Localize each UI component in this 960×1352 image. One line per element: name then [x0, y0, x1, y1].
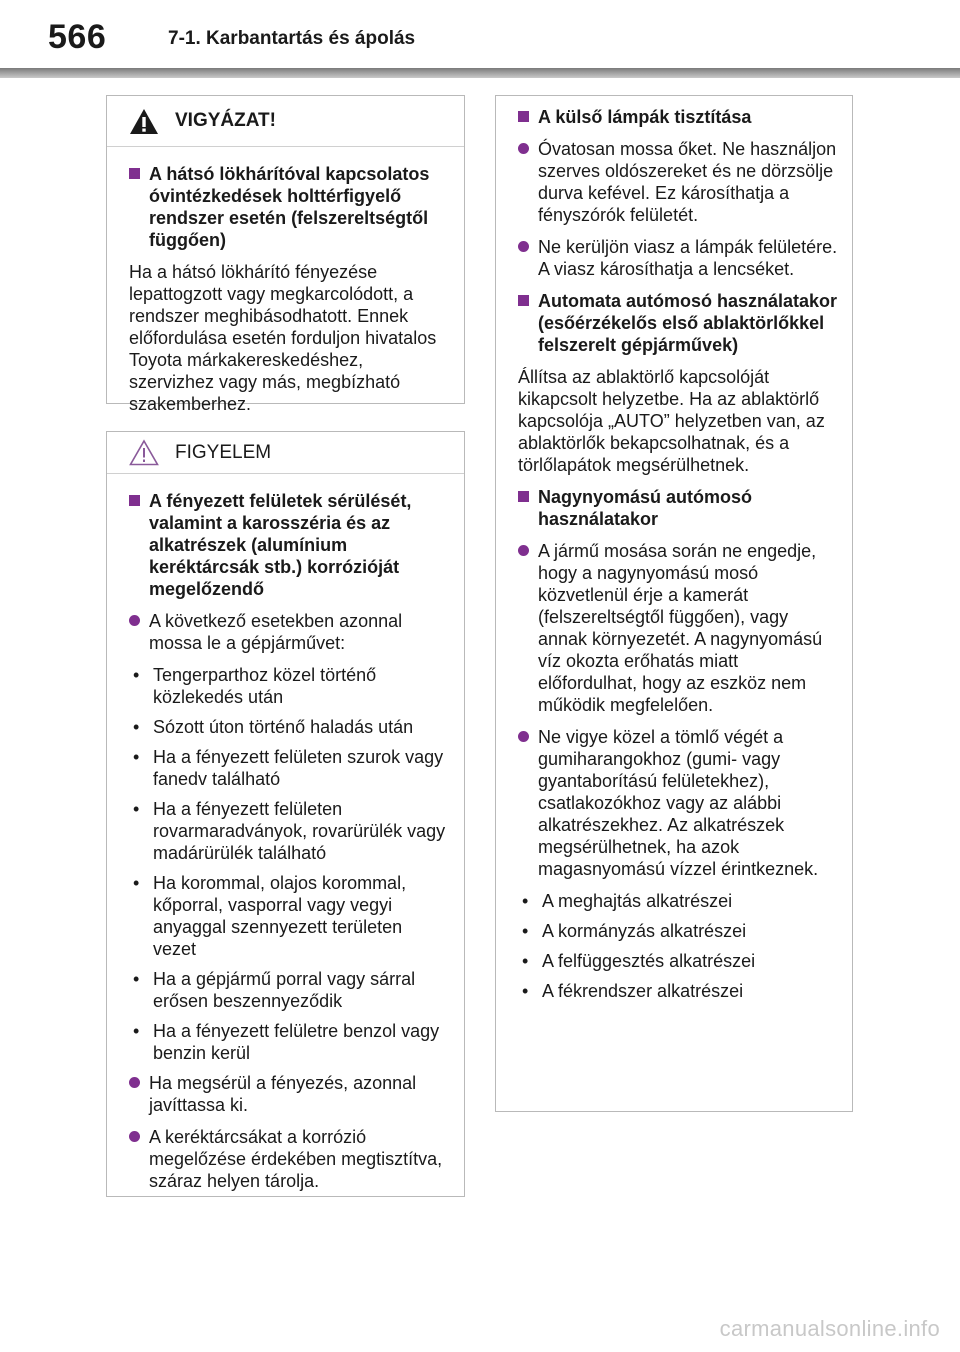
circle-item: [518, 236, 838, 280]
circle-bullet-icon: [129, 615, 140, 626]
item-text: A meghajtás alkatrészei: [542, 891, 733, 911]
bullet-item: [129, 716, 450, 738]
circle-item: [518, 726, 838, 880]
dot-bullet-icon: •: [522, 921, 529, 941]
section-heading: [129, 490, 450, 600]
square-bullet-icon: [129, 168, 140, 179]
item-text: A felfüggesztés alkatrészei: [542, 951, 756, 971]
item-text: Ne vigye közel a tömlő végét a gumiharangokhoz (gumi- vagy gyantaborítású felületekhez), csatlakozókhoz vagy az alábbi alkatrészekhez. Az alkatrészek megsérülhetnek, ha azok magasnyomású vízzel érintkeznek.: [538, 727, 819, 879]
item-text: Tengerparthoz közel történő közlekedés után: [153, 665, 377, 707]
circle-bullet-icon: [518, 731, 529, 742]
circle-item: [518, 540, 838, 716]
item-text: Állítsa az ablaktörlő kapcsolóját kikapcsolt helyzetbe. Ha az ablaktörlő kapcsolója „AUTO” helyzetben van, az ablaktörlők bekapcsolhatnak, és a törlőlapátok megsérülhetnek.: [518, 367, 825, 475]
body-text: [129, 261, 450, 415]
bullet-item: [518, 890, 838, 912]
item-text: A keréktárcsákat a korrózió megelőzése érdekében megtisztítva, száraz helyen tárolja.: [149, 1127, 443, 1191]
item-text: A kormányzás alkatrészei: [542, 921, 747, 941]
caution-icon: [129, 439, 159, 466]
item-text: Ha korommal, olajos korommal, kőporral, vasporral vagy vegyi anyaggal szennyezett területen vezet: [153, 873, 407, 959]
warning-box: [106, 95, 465, 414]
item-text: A fényezett felületek sérülését, valamint a karosszéria és az alkatrészek (alumínium keréktárcsák stb.) korrózióját megelőzendő: [149, 491, 412, 599]
circle-bullet-icon: [129, 1131, 140, 1142]
bullet-item: [129, 798, 450, 864]
item-text: A következő esetekben azonnal mossa le a gépjárművet:: [149, 611, 403, 653]
dot-bullet-icon: •: [522, 981, 529, 1001]
bullet-item: [518, 980, 838, 1002]
header-rule: [0, 68, 960, 78]
item-text: Ha a fényezett felületen szurok vagy fanedv található: [153, 747, 444, 789]
item-text: Óvatosan mossa őket. Ne használjon szerves oldószereket és ne dörzsölje durva kefével. Ez károsíthatja a fényszórók felületét.: [538, 139, 837, 225]
notice-content: [107, 474, 464, 1214]
dot-bullet-icon: •: [133, 969, 140, 989]
item-text: A hátsó lökhárítóval kapcsolatos óvintézkedések holttérfigyelő rendszer esetén (felszereltségtől függően): [149, 164, 430, 250]
square-bullet-icon: [518, 295, 529, 306]
warning-content: [107, 147, 464, 437]
bullet-item: [129, 664, 450, 708]
bullet-item: [518, 920, 838, 942]
info-box: [495, 95, 853, 1112]
warning-header: [107, 96, 464, 147]
notice-box: [106, 431, 465, 1197]
item-text: Nagynyomású autómosó használatakor: [538, 487, 753, 529]
section-heading: [518, 290, 838, 356]
circle-item: [129, 1072, 450, 1116]
bullet-item: [129, 968, 450, 1012]
dot-bullet-icon: •: [133, 747, 140, 767]
circle-item: [129, 610, 450, 654]
item-text: A fékrendszer alkatrészei: [542, 981, 744, 1001]
circle-item: [129, 1126, 450, 1192]
dot-bullet-icon: •: [522, 951, 529, 971]
dot-bullet-icon: •: [522, 891, 529, 911]
warning-label: VIGYÁZAT!: [175, 110, 276, 131]
circle-item: [518, 138, 838, 226]
notice-header: [107, 432, 464, 474]
bullet-item: [129, 746, 450, 790]
section-title: 7-1. Karbantartás és ápolás: [168, 28, 416, 49]
body-text: [518, 366, 838, 476]
item-text: Automata autómosó használatakor (esőérzékelős első ablaktörlőkkel felszerelt gépjárművek): [538, 291, 838, 355]
circle-bullet-icon: [129, 1077, 140, 1088]
item-text: Ha a gépjármű porral vagy sárral erősen beszennyeződik: [153, 969, 416, 1011]
footer-watermark: carmanualsonline.info: [719, 1316, 940, 1341]
item-text: Ha a hátsó lökhárító fényezése lepattogzott vagy megkarcolódott, a rendszer meghibásodhatott. Ennek előfordulása esetén forduljon hivatalos Toyota márkakereskedéshez, szervizhez vagy más, megbízható szakemberhez.: [129, 262, 437, 414]
item-text: Ha a fényezett felületen rovarmaradványok, rovarürülék vagy madárürülék található: [153, 799, 446, 863]
dot-bullet-icon: •: [133, 717, 140, 737]
square-bullet-icon: [518, 111, 529, 122]
bullet-item: [129, 1020, 450, 1064]
circle-bullet-icon: [518, 241, 529, 252]
square-bullet-icon: [129, 495, 140, 506]
page-header: [0, 0, 960, 80]
section-heading: [129, 163, 450, 251]
section-heading: [518, 106, 838, 128]
notice-label: FIGYELEM: [175, 441, 272, 463]
item-text: Ha megsérül a fényezés, azonnal javíttassa ki.: [149, 1073, 417, 1115]
dot-bullet-icon: •: [133, 665, 140, 685]
info-content: [496, 96, 852, 1022]
circle-bullet-icon: [518, 143, 529, 154]
dot-bullet-icon: •: [133, 1021, 140, 1041]
item-text: Sózott úton történő haladás után: [153, 717, 414, 737]
bullet-item: [518, 950, 838, 972]
dot-bullet-icon: •: [133, 873, 140, 893]
bullet-item: [129, 872, 450, 960]
warning-icon: [129, 108, 159, 135]
item-text: A jármű mosása során ne engedje, hogy a nagynyomású mosó közvetlenül érje a kamerát (felszereltségtől függően), vagy annak környezetét. A nagynyomású víz okozta erőhatás miatt előfordulhat, hogy az eszköz nem működik megfelelően.: [538, 541, 823, 715]
square-bullet-icon: [518, 491, 529, 502]
item-text: A külső lámpák tisztítása: [538, 107, 752, 127]
item-text: Ha a fényezett felületre benzol vagy benzin kerül: [153, 1021, 440, 1063]
page-number: 566: [48, 18, 107, 56]
section-heading: [518, 486, 838, 530]
dot-bullet-icon: •: [133, 799, 140, 819]
item-text: Ne kerüljön viasz a lámpák felületére. A viasz károsíthatja a lencséket.: [538, 237, 838, 279]
circle-bullet-icon: [518, 545, 529, 556]
